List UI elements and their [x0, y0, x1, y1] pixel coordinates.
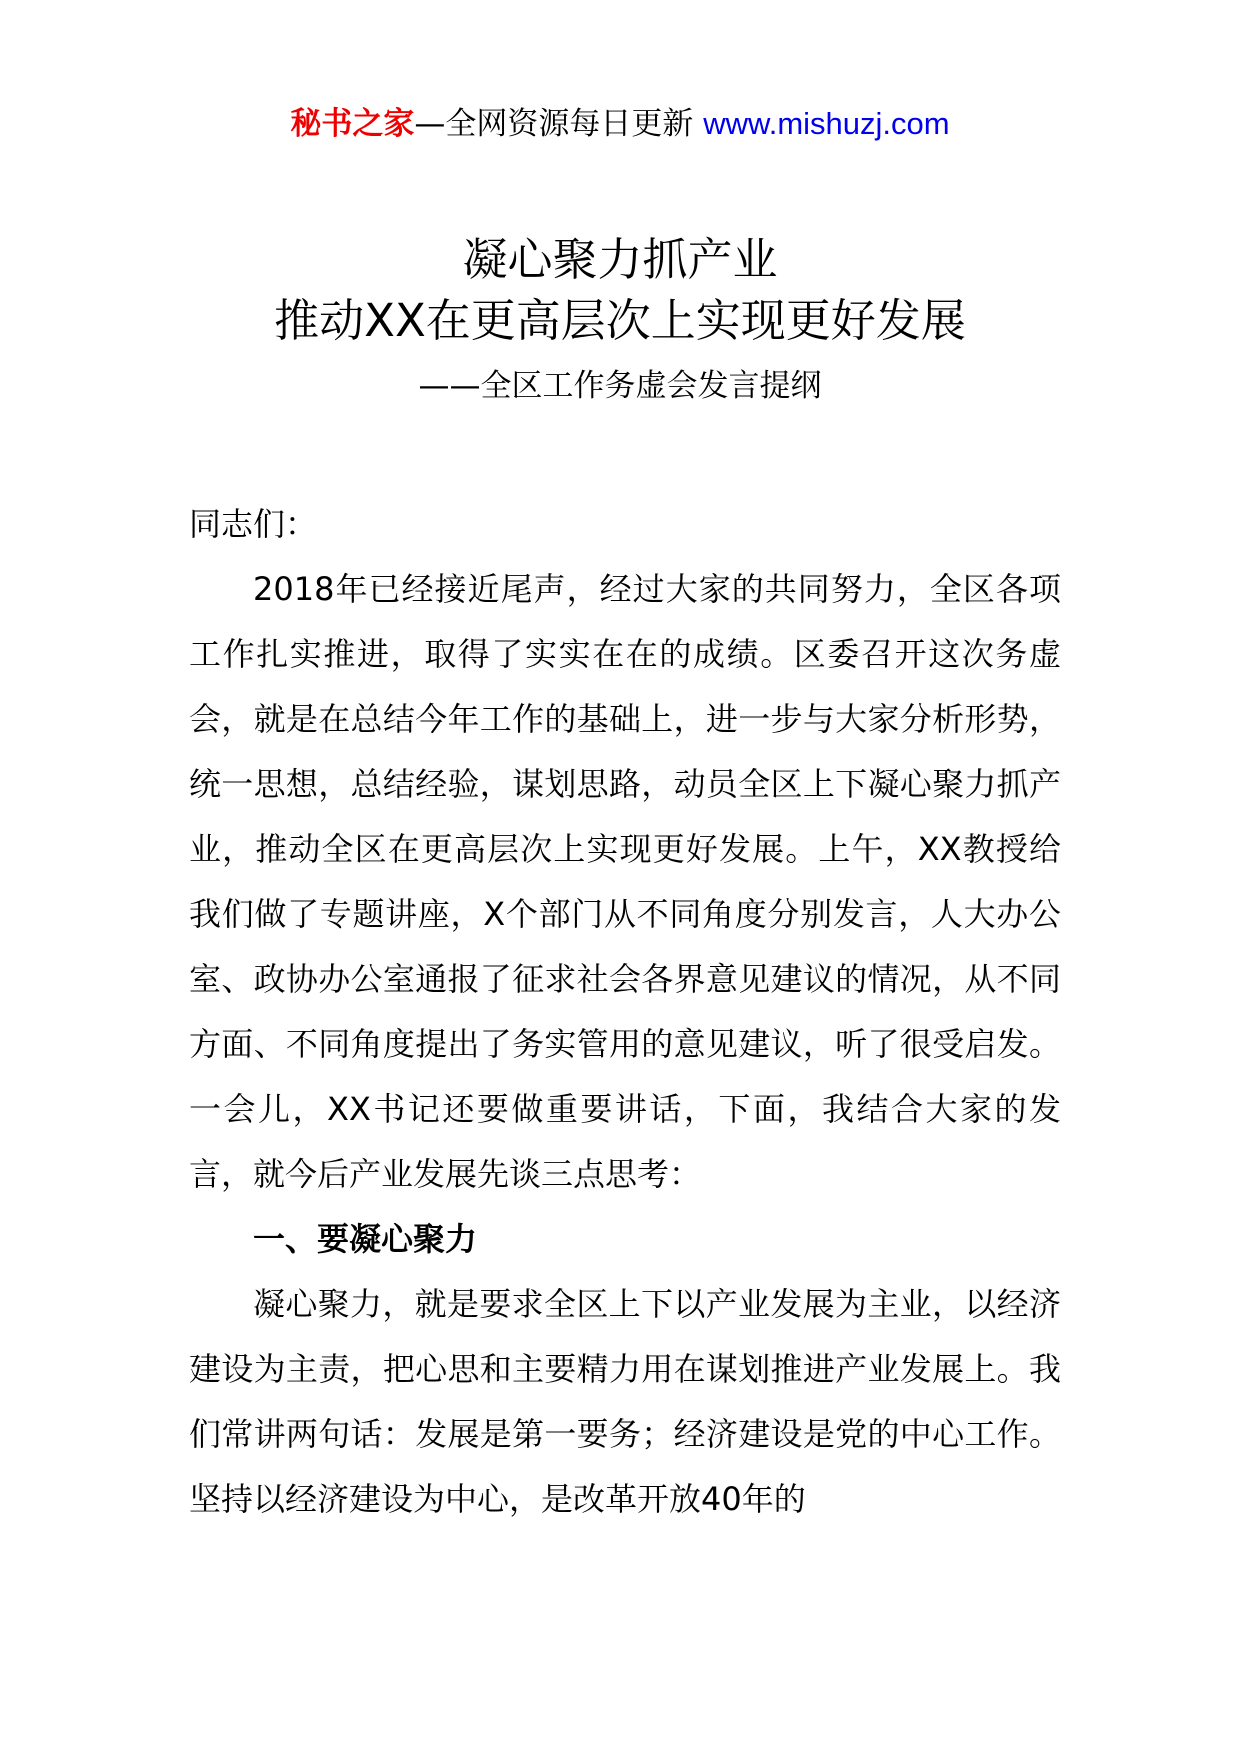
document-title-line2: 推动XX在更高层次上实现更好发展	[274, 294, 966, 347]
site-brand: 秘书之家	[290, 106, 415, 142]
document-subtitle: ——全区工作务虚会发言提纲	[418, 368, 822, 404]
body-paragraph-2: 凝心聚力，就是要求全区上下以产业发展为主业，以经济建设为主责，把心思和主要精力用在谋划推进产业发展上。我们常讲两句话：发展是第一要务；经济建设是党的中心工作。坚持以经济建设为中心，是改革开放40年的	[189, 1285, 1061, 1518]
site-header	[0, 104, 1240, 144]
document-body	[189, 492, 1061, 1532]
salutation: 同志们：	[189, 505, 318, 543]
site-url-link[interactable]: www.mishuzj.com	[703, 106, 950, 141]
site-slogan: —全网资源每日更新	[414, 106, 694, 142]
section-heading-1: 一、要凝心聚力	[253, 1220, 478, 1258]
document-title-line1: 凝心聚力抓产业	[462, 233, 778, 286]
body-paragraph-1: 2018年已经接近尾声，经过大家的共同努力，全区各项工作扎实推进，取得了实实在在的成绩。区委召开这次务虚会，就是在总结今年工作的基础上，进一步与大家分析形势，统一思想，总结经验，谋划思路，动员全区上下凝心聚力抓产业，推动全区在更高层次上实现更好发展。上午，XX教授给我们做了专题讲座，X个部门从不同角度分别发言，人大办公室、政协办公室通报了征求社会各界意见建议的情况，从不同方面、不同角度提出了务实管用的意见建议，听了很受启发。一会儿，XX书记还要做重要讲话，下面，我结合大家的发言，就今后产业发展先谈三点思考：	[189, 570, 1061, 1193]
